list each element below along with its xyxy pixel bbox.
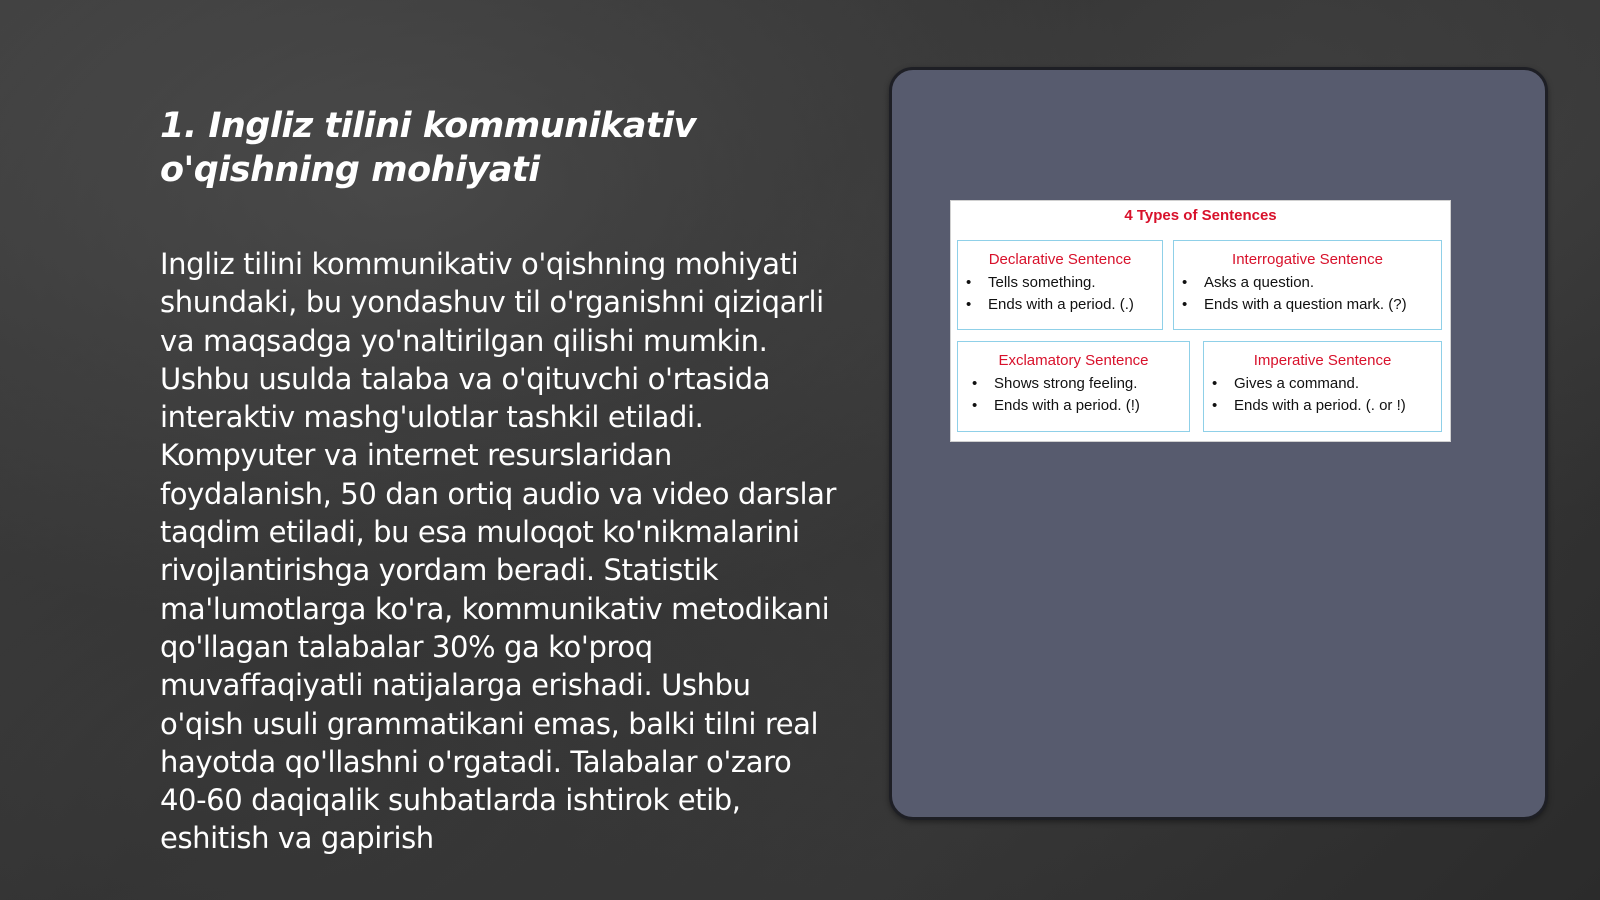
sentence-type-name: Interrogative Sentence	[1232, 251, 1383, 268]
list-item: • Ends with a period. (. or !)	[1212, 395, 1441, 417]
bullet-icon: •	[1182, 296, 1188, 313]
bullet-icon: •	[966, 296, 972, 313]
interrogative-sentence-box	[1173, 240, 1442, 330]
list-item: • Ends with a period. (!)	[972, 395, 1189, 417]
list-item: • Shows strong feeling.	[972, 373, 1189, 395]
imperative-sentence-box	[1203, 341, 1442, 432]
sentence-type-points	[958, 272, 1162, 316]
sentence-type-name: Exclamatory Sentence	[998, 352, 1149, 369]
list-item: • Ends with a question mark. (?)	[1182, 294, 1441, 316]
list-item: • Gives a command.	[1212, 373, 1441, 395]
bullet-icon: •	[1182, 274, 1188, 291]
sentence-types-infographic	[950, 200, 1451, 442]
infographic-title: 4 Types of Sentences	[1124, 207, 1277, 224]
sentence-type-points	[958, 373, 1189, 417]
sentence-type-name: Imperative Sentence	[1253, 352, 1392, 369]
sentence-type-points	[1174, 272, 1441, 316]
bullet-icon: •	[972, 397, 978, 414]
declarative-sentence-box	[957, 240, 1163, 330]
exclamatory-sentence-box	[957, 341, 1190, 432]
bullet-icon: •	[972, 375, 978, 392]
sentence-type-name: Declarative Sentence	[988, 251, 1132, 268]
slide-title-line-2: o'qishning mohiyati	[160, 150, 540, 190]
slide-body-text: Ingliz tilini kommunikativ o'qishning mohiyati shundaki, bu yondashuv til o'rganishni qiziqarli va maqsadga yo'naltirilgan qilishi mumkin. Ushbu usulda talaba va o'qituvchi o'rtasida interaktiv mashg'ulotlar tashkil etiladi. Kompyuter va internet resurslaridan foydalanish, 50 dan ortiq audio va video darslar taqdim etiladi, bu esa muloqot ko'nikmalarini rivojlantirishga yordam beradi. Statistik ma'lumotlarga ko'ra, kommunikativ metodikani qo'llagan talabalar 30% ga ko'proq muvaffaqiyatli natijalarga erishadi. Ushbu o'qish usuli grammatikani emas, balki tilni real hayotda qo'llashni o'rgatadi. Talabalar o'zaro 40-60 daqiqalik suhbatlarda ishtirok etib, eshitish va gapirish	[160, 247, 837, 856]
list-item: • Asks a question.	[1182, 272, 1441, 294]
slide-title-line-1: 1. Ingliz tilini kommunikativ	[160, 106, 696, 146]
bullet-icon: •	[1212, 397, 1218, 414]
list-item: • Ends with a period. (.)	[966, 294, 1162, 316]
image-panel	[889, 67, 1548, 820]
bullet-icon: •	[966, 274, 972, 291]
bullet-icon: •	[1212, 375, 1218, 392]
slide-title	[160, 104, 800, 192]
list-item: • Tells something.	[966, 272, 1162, 294]
sentence-type-points	[1204, 373, 1441, 417]
